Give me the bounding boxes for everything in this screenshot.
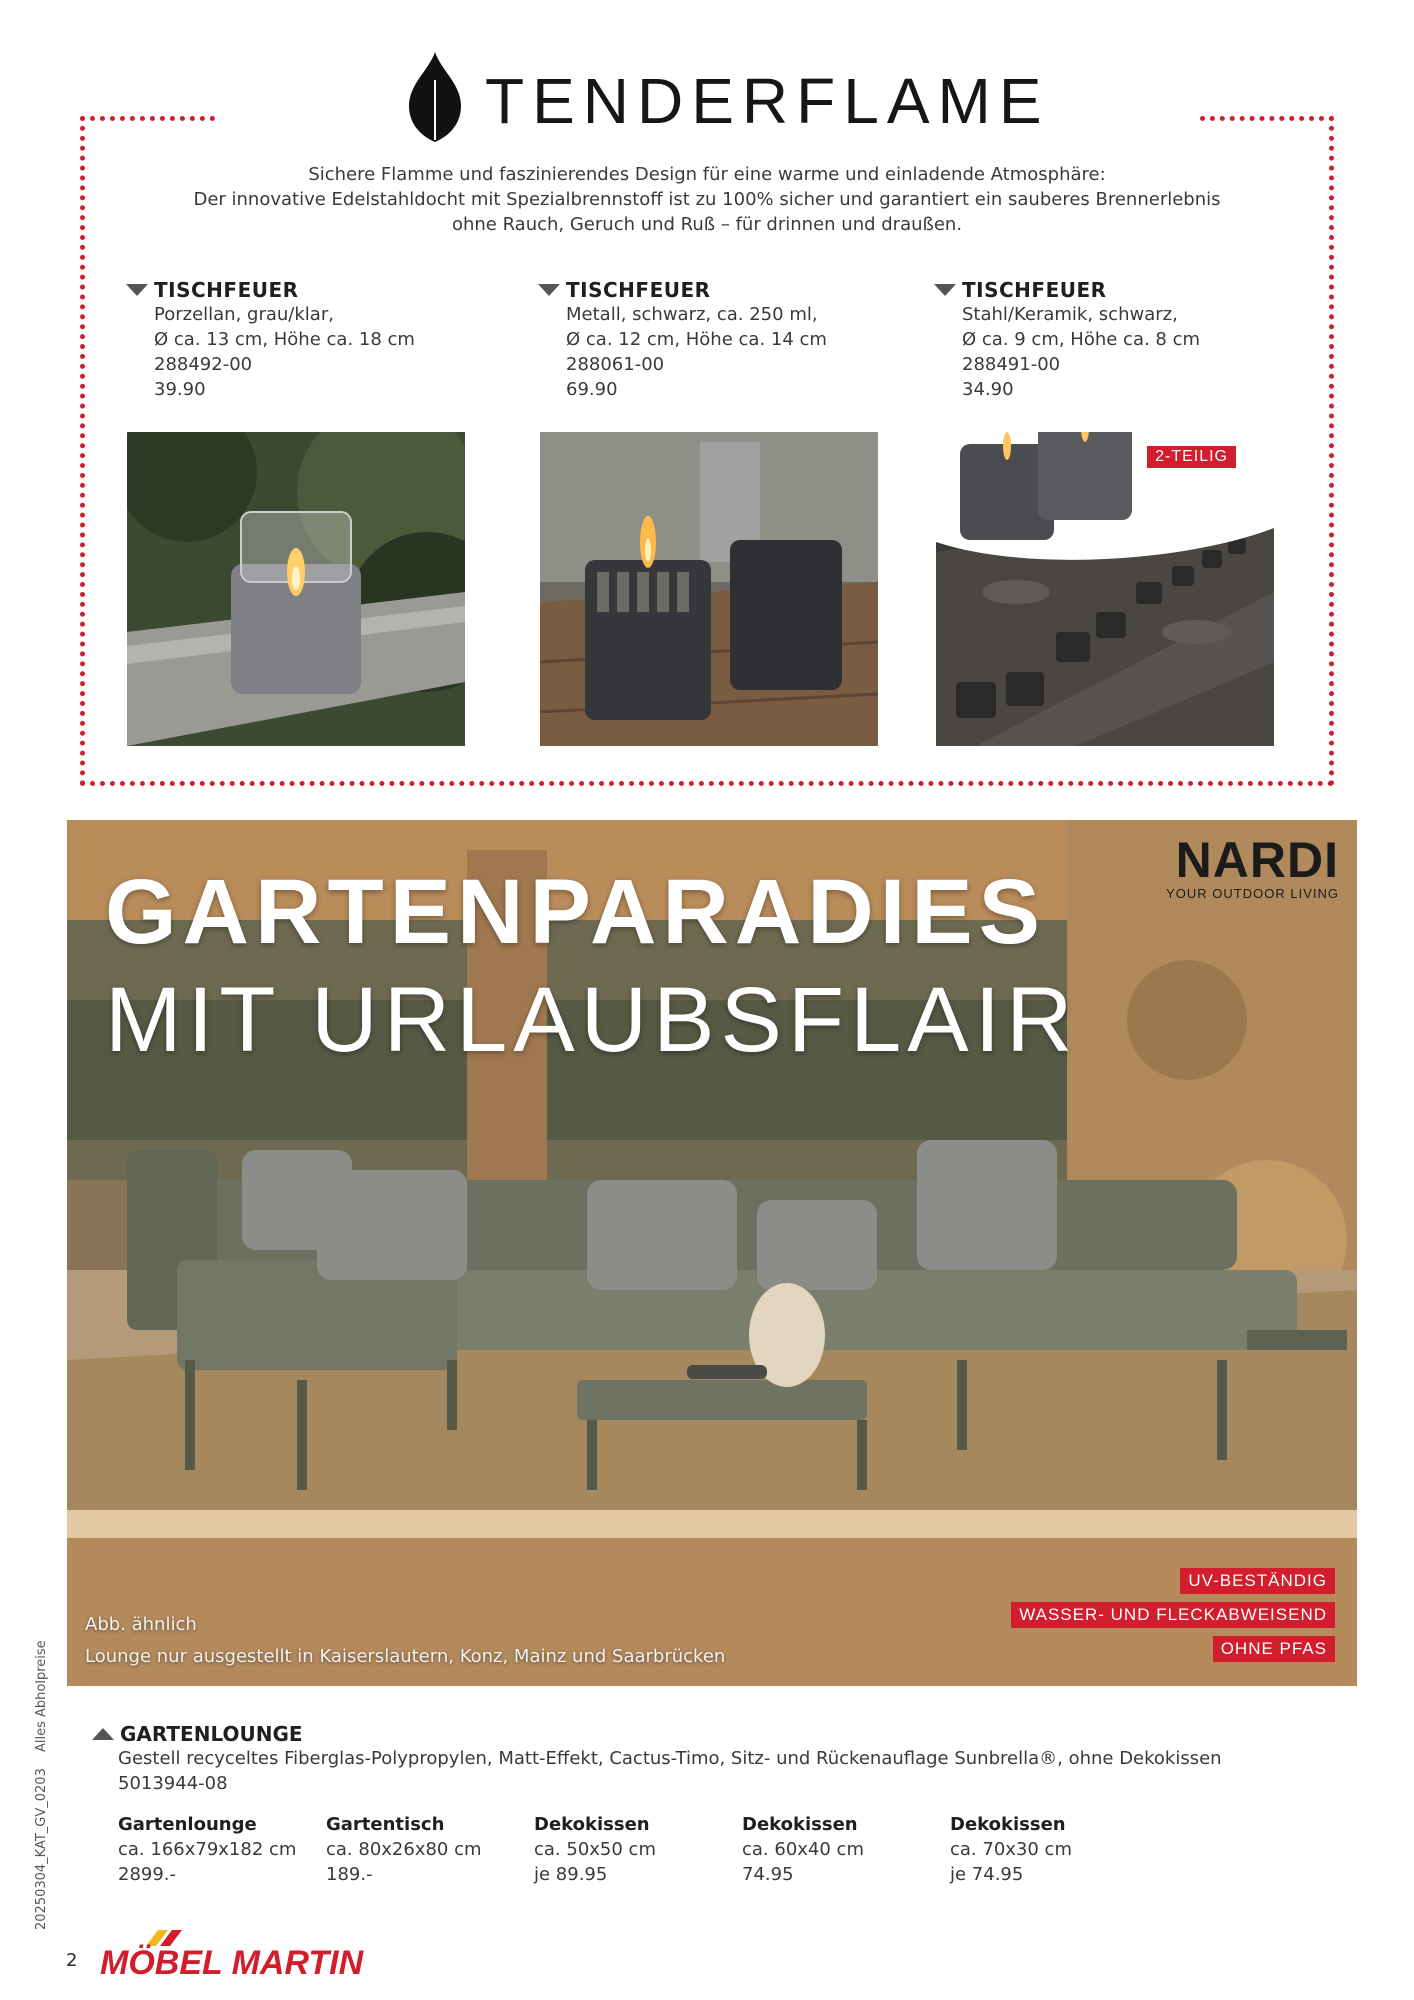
item-name: Gartenlounge (118, 1814, 257, 1835)
item-size: ca. 50x50 cm (534, 1839, 656, 1860)
price-column (950, 1812, 1158, 1887)
intro-text (150, 162, 1264, 237)
item-price: je 74.95 (950, 1864, 1024, 1885)
product-price: 39.90 (154, 379, 206, 400)
price-column (742, 1812, 950, 1887)
item-name: Dekokissen (742, 1814, 858, 1835)
lounge-title: GARTENLOUNGE (120, 1722, 303, 1746)
image-disclaimer: Abb. ähnlich (85, 1614, 197, 1635)
lounge-sku: 5013944-08 (118, 1773, 228, 1794)
intro-line-1: Sichere Flamme und faszinierendes Design für eine warme und einladende Atmosphäre: (308, 164, 1106, 185)
product-tischfeuer-porzellan[interactable] (126, 278, 446, 402)
intro-line-3: ohne Rauch, Geruch und Ruß – für drinnen und draußen. (451, 214, 963, 235)
product-price: 69.90 (566, 379, 618, 400)
item-price: 74.95 (742, 1864, 794, 1885)
product-title: TISCHFEUER (962, 278, 1107, 302)
triangle-up-icon (92, 1728, 114, 1740)
pfas-free-badge: OHNE PFAS (1213, 1636, 1335, 1662)
hero-headline-2: MIT URLAUBSFLAIR (105, 969, 1079, 1071)
brand-name: TENDERFLAME (485, 65, 1050, 137)
item-size: ca. 70x30 cm (950, 1839, 1072, 1860)
price-column (534, 1812, 742, 1887)
catalog-code: 20250304_KAT_GV_0203 (34, 1768, 49, 1930)
showroom-note: Lounge nur ausgestellt in Kaiserslautern, Konz, Mainz und Saarbrücken (85, 1646, 726, 1667)
item-price: je 89.95 (534, 1864, 608, 1885)
nardi-name: NARDI (1175, 832, 1339, 888)
intro-line-2: Der innovative Edelstahldocht mit Spezialbrennstoff ist zu 100% sicher und garantiert ein sauberes Brennerlebnis (193, 189, 1221, 210)
nardi-logo (1166, 834, 1339, 901)
item-name: Gartentisch (326, 1814, 445, 1835)
product-sku: 288491-00 (962, 354, 1061, 375)
product-title: TISCHFEUER (566, 278, 711, 302)
product-sku: 288492-00 (154, 354, 253, 375)
uv-badge: UV-BESTÄNDIG (1180, 1568, 1335, 1594)
product-material: Stahl/Keramik, schwarz, (962, 304, 1178, 325)
product-tischfeuer-metall[interactable] (538, 278, 858, 402)
hero-image (67, 820, 1357, 1686)
feature-badges (1011, 1568, 1335, 1662)
product-material: Metall, schwarz, ca. 250 ml, (566, 304, 818, 325)
item-size: ca. 60x40 cm (742, 1839, 864, 1860)
product-dimensions: Ø ca. 9 cm, Höhe ca. 8 cm (962, 329, 1201, 350)
price-column (326, 1812, 534, 1887)
product-photo-stahl (936, 432, 1274, 746)
page-number: 2 (66, 1950, 78, 1971)
gartenlounge-info[interactable] (92, 1722, 1342, 1796)
product-tischfeuer-stahl[interactable] (934, 278, 1254, 402)
item-size: ca. 166x79x182 cm (118, 1839, 297, 1860)
product-photo-metall (540, 432, 878, 746)
retailer-logo-text: MÖBEL MARTIN (100, 1944, 364, 1982)
triangle-down-icon (538, 284, 560, 296)
product-sku: 288061-00 (566, 354, 665, 375)
triangle-down-icon (126, 284, 148, 296)
product-dimensions: Ø ca. 13 cm, Höhe ca. 18 cm (154, 329, 415, 350)
lounge-price-columns (118, 1812, 1158, 1887)
price-column (118, 1812, 326, 1887)
lounge-description: Gestell recyceltes Fiberglas-Polypropylen, Matt-Effekt, Cactus-Timo, Sitz- und Rückenauflage Sunbrella®, ohne Dekokissen (118, 1748, 1222, 1769)
water-stain-badge: WASSER- UND FLECKABWEISEND (1011, 1602, 1335, 1628)
hero-headline-1: GARTENPARADIES (105, 861, 1047, 963)
item-price: 189.- (326, 1864, 373, 1885)
item-name: Dekokissen (534, 1814, 650, 1835)
product-title: TISCHFEUER (154, 278, 299, 302)
item-name: Dekokissen (950, 1814, 1066, 1835)
product-dimensions: Ø ca. 12 cm, Höhe ca. 14 cm (566, 329, 827, 350)
item-price: 2899.- (118, 1864, 177, 1885)
product-photo-porzellan (127, 432, 465, 746)
two-piece-badge: 2-TEILIG (1147, 446, 1236, 468)
prices-note: Alles Abholpreise (34, 1640, 49, 1752)
product-price: 34.90 (962, 379, 1014, 400)
nardi-tagline: YOUR OUTDOOR LIVING (1166, 886, 1339, 901)
item-size: ca. 80x26x80 cm (326, 1839, 482, 1860)
moebel-martin-logo (100, 1930, 364, 1982)
product-material: Porzellan, grau/klar, (154, 304, 334, 325)
triangle-down-icon (934, 284, 956, 296)
